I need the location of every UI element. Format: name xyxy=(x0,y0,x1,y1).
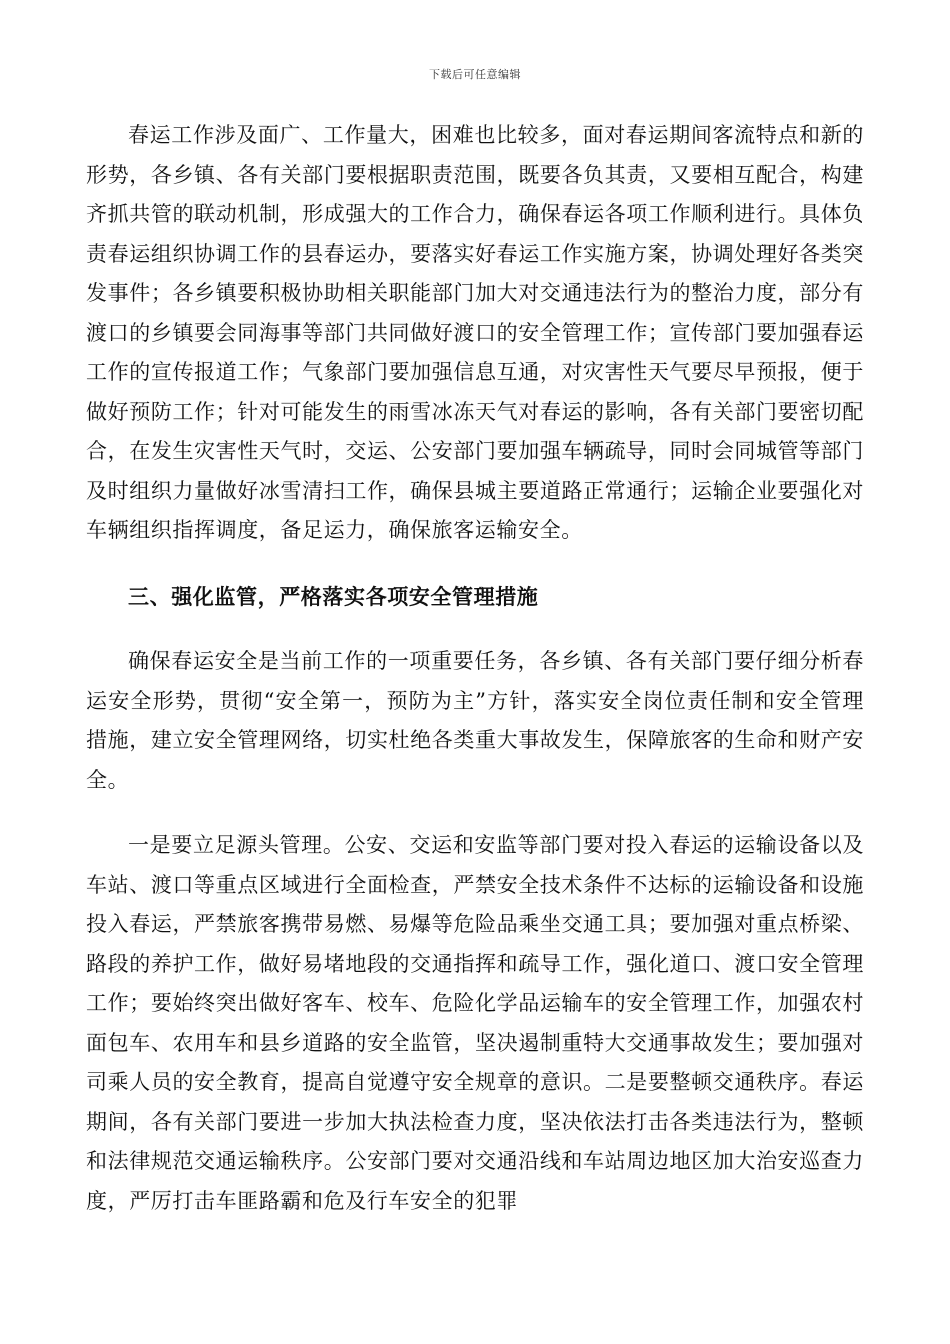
paragraph-source-management: 一是要立足源头管理。公安、交运和安监等部门要对投入春运的运输设备以及车站、渡口等重点区域进行全面检查，严禁安全技术条件不达标的运输设备和设施投入春运，严禁旅客携带易燃、易爆等危险品乘坐交通工具；要加强对重点桥梁、路段的养护工作，做好易堵地段的交通指挥和疏导工作，强化道口、渡口安全管理工作；要始终突出做好客车、校车、危险化学品运输车的安全管理工作，加强农村面包车、农用车和县乡道路的安全监管，坚决遏制重特大交通事故发生；要加强对司乘人员的安全教育，提高自觉遵守安全规章的意识。二是要整顿交通秩序。春运期间，各有关部门要进一步加大执法检查力度，坚决依法打击各类违法行为，整顿和法律规范交通运输秩序。公安部门要对交通沿线和车站周边地区加大治安巡查力度，严厉打击车匪路霸和危及行车安全的犯罪 xyxy=(86,833,864,1213)
document-body xyxy=(86,116,864,1221)
paragraph-gap xyxy=(86,616,864,642)
paragraph-coordination: 春运工作涉及面广、工作量大，困难也比较多，面对春运期间客流特点和新的形势，各乡镇、各有关部门要根据职责范围，既要各负其责，又要相互配合，构建齐抓共管的联动机制，形成强大的工作合力，确保春运各项工作顺利进行。具体负责春运组织协调工作的县春运办，要落实好春运工作实施方案，协调处理好各类突发事件；各乡镇要积极协助相关职能部门加大对交通违法行为的整治力度，部分有渡口的乡镇要会同海事等部门共同做好渡口的安全管理工作；宣传部门要加强春运工作的宣传报道工作；气象部门要加强信息互通，对灾害性天气要尽早预报，便于做好预防工作；针对可能发生的雨雪冰冻天气对春运的影响，各有关部门要密切配合，在发生灾害性天气时，交运、公安部门要加强车辆疏导，同时会同城管等部门及时组织力量做好冰雪清扫工作，确保县城主要道路正常通行；运输企业要强化对车辆组织指挥调度，备足运力，确保旅客运输安全。 xyxy=(86,123,864,542)
paragraph-gap xyxy=(86,800,864,826)
section-heading: 三、强化监管，严格落实各项安全管理措施 xyxy=(128,583,539,609)
header-note: 下载后可任意编辑 xyxy=(429,68,521,81)
paragraph-gap xyxy=(86,551,864,577)
paragraph-safety-task: 确保春运安全是当前工作的一项重要任务，各乡镇、各有关部门要仔细分析春运安全形势，贯彻“安全第一，预防为主”方针，落实安全岗位责任制和安全管理措施，建立安全管理网络，切实杜绝各类重大事故发生，保障旅客的生命和财产安全。 xyxy=(86,649,864,792)
